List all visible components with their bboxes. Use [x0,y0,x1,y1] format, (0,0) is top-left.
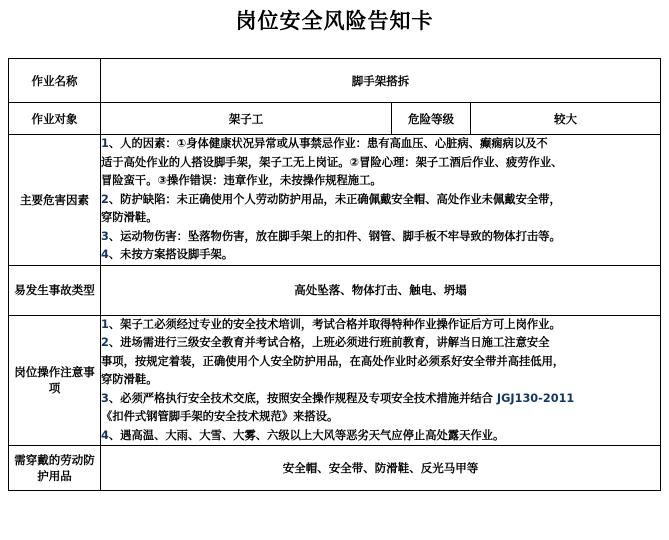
row-label-accident-types: 易发生事故类型 [9,265,101,315]
text-line: 事项，按规定着装，正确使用个人安全防护用品，在高处作业时必须系好安全带并高挂低用， [101,354,565,368]
text-line: 2、防护缺陷：未正确使用个人劳动防护用品，未正确佩戴安全帽、高处作业未佩戴安全带， [101,192,561,206]
row-label-job-name: 作业名称 [9,59,101,103]
list-number: 1 [101,137,109,150]
row-value-hazard-factors [101,135,661,266]
row-value-job-object: 架子工 [101,103,392,135]
page-title: 岗位安全风险告知卡 [235,9,434,33]
text-line: 1、人的因素：①身体健康状况异常或从事禁忌作业：患有高血压、心脏病、癫痫病以及不 [101,137,548,150]
row-label-job-object: 作业对象 [9,103,101,135]
row-label-ppe: 需穿戴的劳动防护用品 [9,446,101,491]
row-value-accident-types: 高处坠落、物体打击、触电、坍塌 [101,265,661,315]
table-row-job-object [9,103,661,135]
row-value-operation-notes [101,315,661,446]
table-row-hazard-factors [9,135,661,266]
list-number: 2 [101,192,109,206]
row-value-risk-level: 较大 [471,103,661,135]
row-label-risk-level: 危险等级 [392,103,471,135]
row-label-hazard-factors: 主要危害因素 [9,135,101,266]
list-number: 2 [101,336,109,349]
list-number: 4 [101,248,109,261]
table-row-job-name [9,59,661,103]
list-number: 3 [101,391,109,405]
row-label-operation-notes: 岗位操作注意事项 [9,315,101,446]
table-row-ppe [9,446,661,491]
text-line: 4、未按方案搭设脚手架。 [101,248,234,261]
table-row-accident-types [9,265,661,315]
text-line: 4、遇高温、大雨、大雪、大雾、六级以上大风等恶劣天气应停止高处露天作业。 [101,428,505,442]
text-line: 3、必须严格执行安全技术交底，按照安全操作规程及专项安全技术措施并结合 JGJ130-2011 [101,391,575,405]
row-value-job-name: 脚手架搭拆 [101,59,661,103]
standard-code: JGJ130-2011 [496,391,575,405]
list-number: 1 [101,317,109,331]
risk-notice-table [8,58,661,491]
text-line: 适于高处作业的人搭设脚手架，架子工无上岗证。②冒险心理：架子工酒后作业、疲劳作业、 [101,155,563,169]
list-number: 4 [101,428,109,442]
text-line: 冒险蛮干。③操作错误：违章作业，未按操作规程施工。 [101,174,382,187]
text-line: 1、架子工必须经过专业的安全技术培训，考试合格并取得特种作业操作证后方可上岗作业。 [101,317,561,331]
table-row-operation-notes [9,315,661,446]
row-value-ppe: 安全帽、安全带、防滑鞋、反光马甲等 [101,446,661,491]
text-line: 《扣件式钢管脚手架的安全技术规范》来搭设。 [101,410,339,423]
text-line: 2、进场需进行三级安全教育并考试合格，上班必须进行班前教育，讲解当日施工注意安全 [101,336,550,349]
list-number: 3 [101,229,109,243]
text-line: 穿防滑鞋。 [101,211,158,224]
text-line: 穿防滑鞋。 [101,373,158,386]
text-line: 3、运动物伤害：坠落物伤害，放在脚手架上的扣件、钢管、脚手板不牢导致的物体打击等。 [101,229,561,243]
